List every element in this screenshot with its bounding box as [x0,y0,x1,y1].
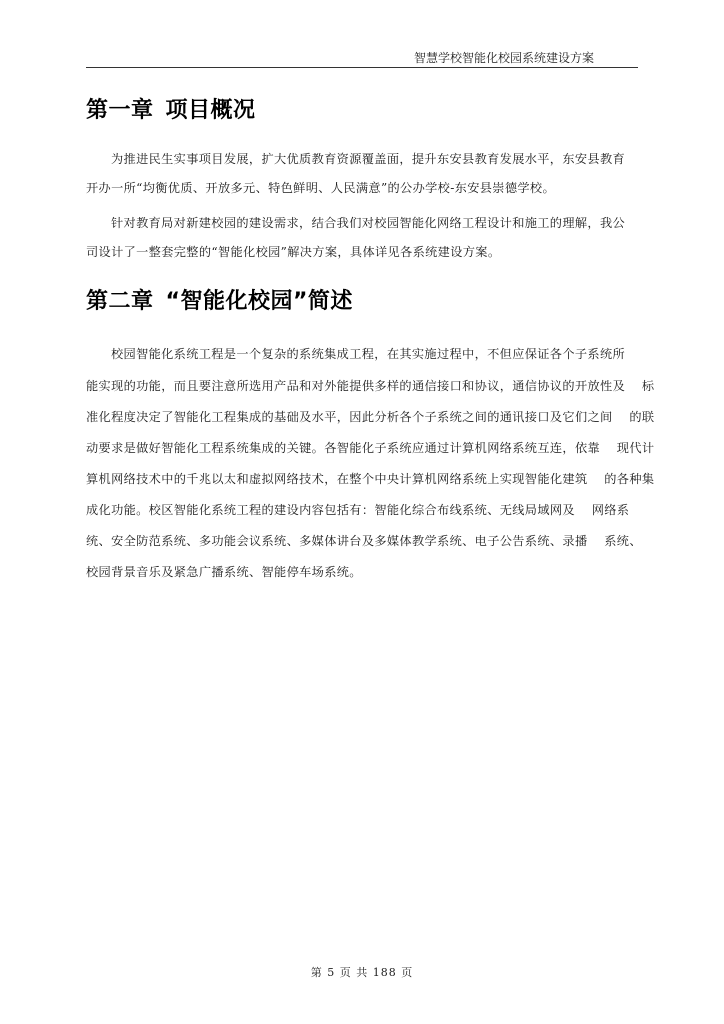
paragraph-line: 司设计了一整套完整的“智能化校园”解决方案，具体详见各系统建设方案。 [86,245,501,259]
chapter-1-heading [86,93,256,124]
chapter-2-heading [86,284,353,315]
chapter-1-title: 项目概况 [165,98,256,123]
paragraph-line: 开办一所“均衡优质、开放多元、特色鲜明、人民满意”的公办学校-东安县崇德学校。 [86,181,555,195]
chapter-1-number: 第一章 [86,98,154,123]
paragraph-line: 准化程度决定了智能化工程集成的基础及水平，因此分析各个子系统之间的通讯接口及它们之间 的联 [86,410,655,424]
page-number-footer: 第 5 页 共 188 页 [310,966,414,979]
paragraph-line: 成化功能。校区智能化系统工程的建设内容包括有：智能化综合布线系统、无线局域网及 网络系 [86,503,630,517]
paragraph-line: 动要求是做好智能化工程系统集成的关键。各智能化子系统应通过计算机网络系统互连，依靠 现代计 [86,441,655,455]
paragraph-line: 校园背景音乐及紧急广播系统、智能停车场系统。 [86,565,362,579]
paragraph-line: 统、安全防范系统、多功能会议系统、多媒体讲台及多媒体教学系统、电子公告系统、录播 系统、 [86,534,642,548]
paragraph-line: 校园智能化系统工程是一个复杂的系统集成工程，在其实施过程中，不但应保证各个子系统所 [111,347,626,361]
paragraph-line: 能实现的功能，而且要注意所选用产品和对外能提供多样的通信接口和协议，通信协议的开放性及 标 [86,379,655,393]
chapter-2-title: “智能化校园”简述 [165,289,353,314]
header-rule [86,67,638,68]
running-header: 智慧学校智能化校园系统建设方案 [413,51,594,65]
paragraph-line: 算机网络技术中的千兆以太和虚拟网络技术，在整个中央计算机网络系统上实现智能化建筑 的各种集 [86,472,655,486]
paragraph-line: 针对教育局对新建校园的建设需求，结合我们对校园智能化网络工程设计和施工的理解，我公 [111,216,626,230]
chapter-2-number: 第二章 [86,289,154,314]
paragraph-line: 为推进民生实事项目发展，扩大优质教育资源覆盖面，提升东安县教育发展水平，东安县教育 [111,152,626,166]
